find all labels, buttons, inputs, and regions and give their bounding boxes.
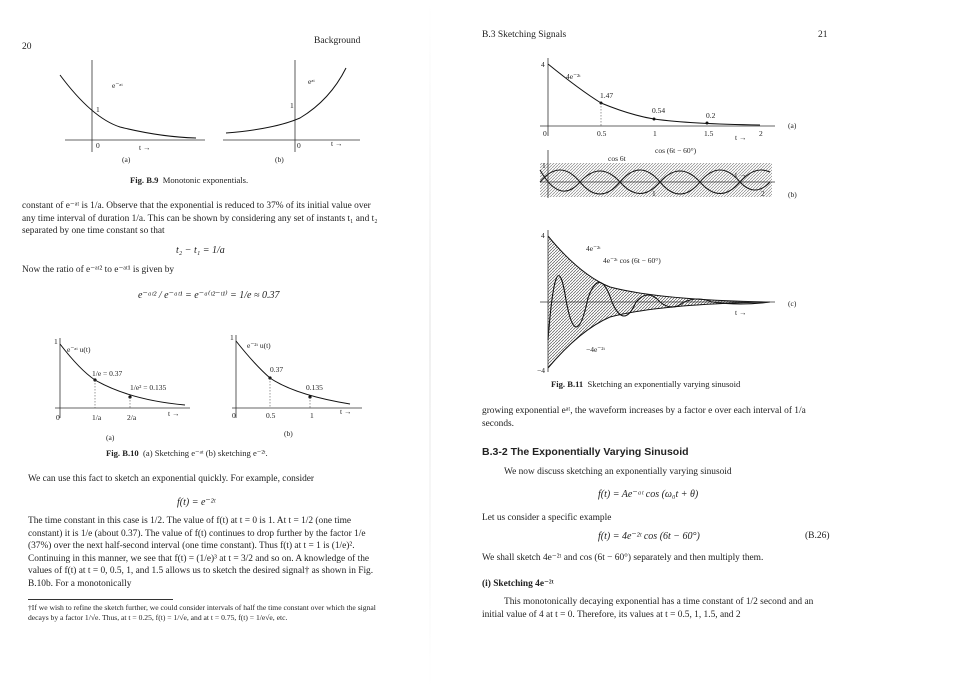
subsection-heading: (i) Sketching 4e⁻²ᵗ	[482, 579, 554, 589]
equation: f(t) = Ae⁻ᵃᵗ cos (ω₀t + θ)	[598, 489, 699, 500]
paragraph: We can use this fact to sketch an exponential quickly. For example, consider	[28, 474, 315, 484]
y-tick-label: 4	[541, 231, 545, 240]
running-head: B.3 Sketching Signals	[482, 30, 567, 40]
section-heading: B.3-2 The Exponentially Varying Sinusoid	[482, 446, 689, 458]
curve-label: e⁻²ᵗ u(t)	[247, 341, 271, 350]
zero-label: 0	[96, 141, 100, 150]
panel-label-a: (a)	[106, 433, 115, 442]
point-label: 1/e² = 0.135	[130, 383, 167, 392]
t-axis-label: t →	[735, 170, 747, 179]
point-label: 0.37	[270, 365, 284, 374]
point-label: 0.135	[306, 383, 323, 392]
value-label: 1.47	[600, 91, 614, 100]
fig-b10-caption: Fig. B.10 (a) Sketching e⁻ᵃᵗ (b) sketching e⁻²ᵗ.	[106, 448, 268, 458]
paragraph: We shall sketch 4e⁻²ᵗ and cos (6t − 60°) separately and then multiply them.	[482, 553, 764, 563]
one-label: 1	[96, 105, 100, 114]
point-label: 1/e = 0.37	[92, 369, 123, 378]
t-axis-label: t →	[139, 143, 151, 152]
curve-label: 4e⁻²ᵗ cos (6t − 60°)	[603, 256, 661, 265]
curve-label: 4e⁻²ᵗ	[566, 72, 581, 81]
tick-label: 2	[761, 189, 765, 198]
paragraph: Let us consider a specific example	[482, 513, 612, 523]
equation: f(t) = e⁻²ᵗ	[177, 497, 216, 508]
zero-label: 0	[56, 413, 60, 422]
panel-label-a: (a)	[788, 121, 797, 130]
zero-label-b: 0	[297, 141, 301, 150]
curve-label: e⁻ᵃᵗ u(t)	[67, 345, 91, 354]
paragraph: Now the ratio of e⁻ᵃᵗ² to e⁻ᵃᵗ¹ is given by	[22, 265, 175, 275]
curve-label: cos (6t − 60°)	[655, 146, 697, 155]
y-tick-label: −4	[537, 366, 545, 375]
tick-label: 0.5	[266, 411, 276, 420]
running-head: Background	[314, 36, 361, 46]
panel-label-b: (b)	[284, 429, 293, 438]
zero-label: 0	[232, 411, 236, 420]
y-tick-label: 1	[542, 161, 546, 170]
equation: t₂ − t₁ = 1/a	[176, 245, 225, 256]
tick-label: 1	[652, 189, 656, 198]
t-axis-label: t →	[168, 409, 180, 418]
panel-label-b: (b)	[788, 190, 797, 199]
curve-label: cos 6t	[608, 154, 626, 163]
one-label: 1	[54, 337, 58, 346]
panel-label-a: (a)	[122, 155, 131, 164]
paragraph: We now discuss sketching an exponentially varying sinusoid	[504, 467, 732, 477]
fig-b11-caption: Fig. B.11 Sketching an exponentially varying sinusoid	[551, 379, 741, 389]
t-axis-label: t →	[735, 133, 747, 142]
tick-label: 0.5	[597, 129, 607, 138]
y-tick-label: 4	[541, 60, 545, 69]
paragraph: constant of e⁻ᵃᵗ is 1/a. Observe that the exponential is reduced to 37% of its initial value over any time interval of duration 1/a. This can be shown by considering any set of instants t₁ and t₂ separated by one time constant so that	[22, 201, 378, 237]
tick-label: 1.5	[704, 129, 714, 138]
value-label: 0.2	[706, 111, 716, 120]
fig-b11-b-hatch	[540, 163, 772, 197]
value-label: 0.54	[652, 106, 666, 115]
tick-label: 0	[543, 129, 547, 138]
fig-b9-caption: Fig. B.9 Monotonic exponentials.	[130, 175, 249, 185]
tick-label: 1	[310, 411, 314, 420]
page-number: 21	[818, 30, 828, 40]
tick-label: 1	[653, 129, 657, 138]
paragraph: growing exponential eᵃᵗ, the waveform increases by a factor e over each interval of 1/a seconds.	[482, 406, 806, 429]
paragraph: This monotonically decaying exponential has a time constant of 1/2 second and an initial value of 4 at t = 0. Therefore, its values at t = 0.5, 1, 1.5, and 2	[482, 597, 814, 620]
one-label-b: 1	[290, 101, 294, 110]
page-number: 20	[22, 42, 32, 52]
curve-label: e⁻ᵃᵗ	[112, 81, 123, 90]
footnote-rule	[28, 599, 173, 600]
t-axis-label: t →	[735, 308, 747, 317]
footnote: †If we wish to refine the sketch further, we could consider intervals of half the time constant over which the signal decays by a factor 1/√e. Thus, at t = 0.25, f(t) = 1/√e, and at t = 0.75, f(t) = 1/e√e, etc.	[28, 603, 376, 622]
t-axis-label-b: t →	[331, 139, 343, 148]
t-axis-label: t →	[340, 407, 352, 416]
curve-label: −4e⁻²ᵗ	[586, 345, 605, 354]
panel-label-c: (c)	[788, 299, 797, 308]
equation: f(t) = 4e⁻²ᵗ cos (6t − 60°)	[598, 531, 700, 542]
equation-number: (B.26)	[805, 531, 830, 541]
tick-label: 2/a	[127, 413, 137, 422]
curve-label: 4e⁻²ᵗ	[586, 244, 601, 253]
tick-label: 1/a	[92, 413, 102, 422]
one-label: 1	[230, 333, 234, 342]
curve-label-b: eᵃᵗ	[308, 77, 315, 86]
paragraph: The time constant in this case is 1/2. The value of f(t) at t = 0 is 1. At t = 1/2 (one time constant) it is 1/e (about 0.37). The value of f(t) continues to drop further by the factor 1/e (37%) over the next half-second interval (one time constant). Thus f(t) at t = 1 is (1/e)². Continuing in this manner, we see that f(t) = (1/e)³ at t = 3/2 and so on. A knowledge of the values of f(t) at t = 0, 0.5, 1, and 1.5 allows us to sketch the desired signal† as shown in Fig. B.10b. For a monotonically	[28, 516, 374, 589]
panel-label-b: (b)	[275, 155, 284, 164]
tick-label: 2	[759, 129, 763, 138]
equation: e⁻ᵃᵗ² / e⁻ᵃᵗ¹ = e⁻ᵃ⁽ᵗ²⁻ᵗ¹⁾ = 1/e ≈ 0.37	[138, 290, 280, 301]
